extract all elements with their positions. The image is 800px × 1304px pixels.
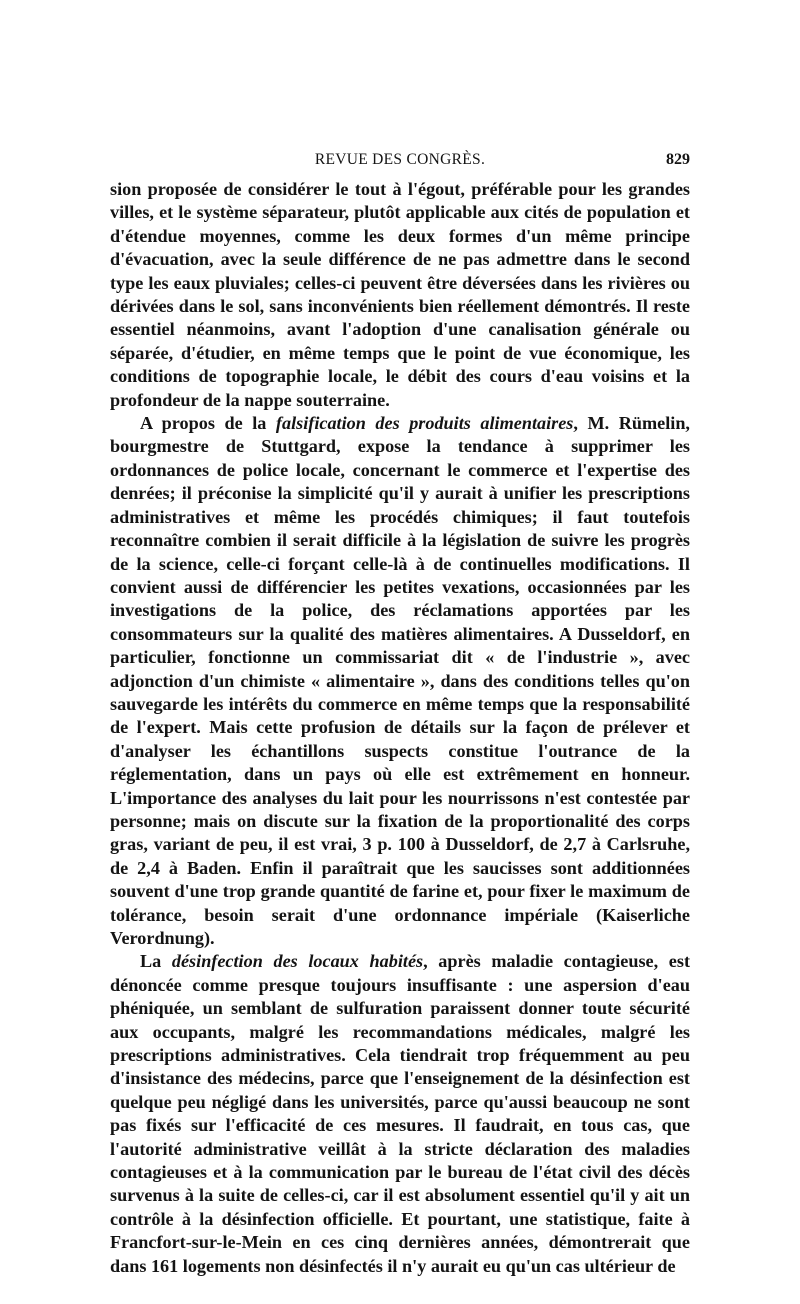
- running-head: [110, 151, 690, 173]
- page-number: 829: [666, 151, 690, 168]
- paragraph-disinfection: [110, 950, 690, 1278]
- paragraph-text: , M. Rümelin, bourgmestre de Stuttgard, expose la tendance à supprimer les ordonnances de police locale, concernant le commerce et l'expertise des denrées; il préconise la simplicité qu'il y aurait à unifier les prescriptions administratives et même les procédés chimiques; il faut toutefois reconnaître combien il serait difficile à la législation de suivre les progrès de la science, celle-ci forçant celle-là à de continuelles modifications. Il convient aussi de différencier les petites vexations, occasionnées par les investigations de la police, des réclamations apportées par les consommateurs sur la qualité des matières alimentaires. A Dusseldorf, en particulier, fonctionne un commissariat dit « de l'industrie », avec adjonction d'un chimiste « alimentaire », dans des conditions telles qu'on sauvegarde les intérêts du commerce en même temps que la responsabilité de l'expert. Mais cette profusion de détails sur la façon de prélever et d'analyser les échantillons suspects constitue l'outrance de la réglementation, dans un pays où elle est extrêmement en honneur. L'importance des analyses du lait pour les nourrissons n'est contestée par personne; mais on discute sur la fixation de la proportionalité des corps gras, variant de peu, il est vrai, 3 p. 100 à Dusseldorf, de 2,7 à Carlsruhe, de 2,4 à Baden. Enfin il paraîtrait que les saucisses sont additionnées souvent d'une trop grande quantité de farine et, pour fixer le maximum de tolérance, besoin serait d'une ordonnance impériale (Kaiserliche Verordnung).: [110, 413, 690, 948]
- paragraph-text: , après maladie contagieuse, est dénoncée comme presque toujours insuffisante : une aspersion d'eau phéniquée, un semblant de sulfuration paraissent donner toute sécurité aux occupants, malgré les recommandations médicales, malgré les prescriptions administratives. Cela tiendrait trop fréquemment au peu d'insistance des médecins, parce que l'enseignement de la désinfection est quelque peu négligé dans les universités, parce qu'aussi beaucoup ne sont pas fixés sur l'efficacité de ces mesures. Il faudrait, en tous cas, que l'autorité administrative veillât à la stricte déclaration des maladies contagieuses et à la communication par le bureau de l'état civil des décès survenus à la suite de celles-ci, car il est absolument essentiel qu'il y ait un contrôle à la désinfection officielle. Et pourtant, une statistique, faite à Francfort-sur-le-Mein en ces cinq dernières années, démontrerait que dans 161 logements non désinfectés il n'y aurait eu qu'un cas ultérieur de: [110, 951, 690, 1276]
- paragraph-food-falsification: [110, 412, 690, 950]
- paragraph-text: sion proposée de considérer le tout à l'égout, préférable pour les grandes villes, et le système séparateur, plutôt applicable aux cités de population et d'étendue moyennes, comme les deux formes d'un même principe d'évacuation, avec la seule différence de ne pas admettre dans le second type les eaux pluviales; celles-ci peuvent être déversées dans les rivières ou dérivées dans le sol, sans inconvénients bien réellement démontrés. Il reste essentiel néanmoins, avant l'adoption d'une canalisation générale ou séparée, d'étudier, en même temps que le point de vue économique, les conditions de topographie locale, le débit des cours d'eau voisins et la profondeur de la nappe souterraine.: [110, 179, 690, 410]
- italic-term: falsification des produits alimentaires: [275, 413, 574, 434]
- italic-term: désinfection des locaux habités: [171, 951, 424, 972]
- paragraph-sewerage: [110, 178, 690, 412]
- paragraph-text: La: [140, 951, 172, 972]
- paragraph-text: A propos de la: [140, 413, 276, 434]
- body-text: [110, 178, 690, 1278]
- running-title: REVUE DES CONGRÈS.: [314, 151, 486, 168]
